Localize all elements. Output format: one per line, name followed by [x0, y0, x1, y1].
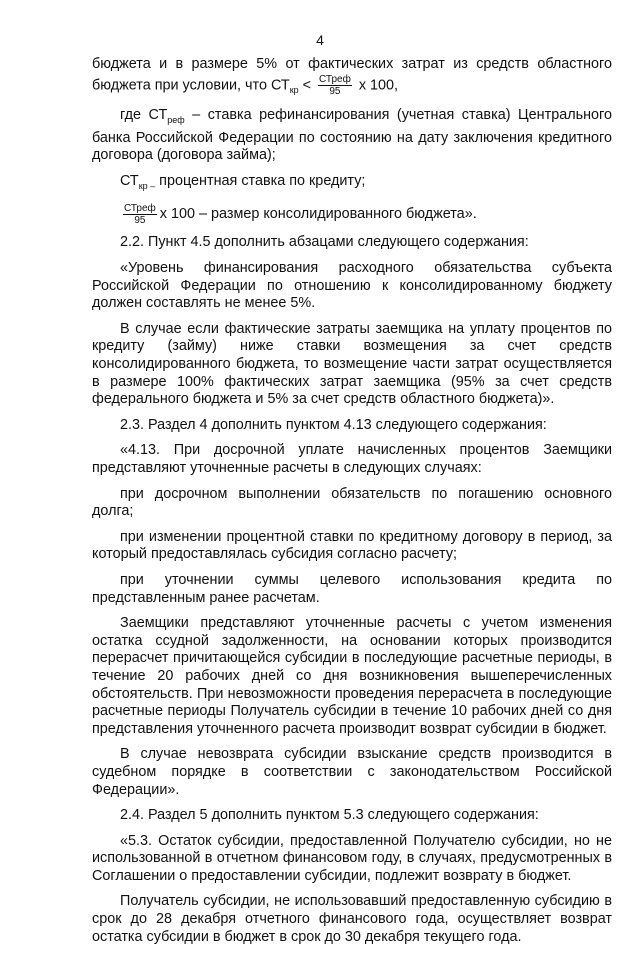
paragraph-non-return: В случае невозврата субсидии взыскание средств производится в судебном порядке в соответствии с законодательством Российской Федерации». [92, 746, 612, 798]
paragraph-budget-formula [120, 203, 612, 226]
ct-ref-text: – ставка рефинансирования (учетная ставка) Центрального банка Российской Федерации по состоянию на дату заключения кредитного договора (договора займа); [92, 107, 612, 164]
paragraph-rate-change: при изменении процентной ставки по кредитному договору в период, за который предоставлялась субсидия согласно расчету; [92, 528, 612, 563]
budget-fraction [123, 203, 157, 226]
paragraph-2-2: 2.2. Пункт 4.5 дополнить абзацами следующего содержания: [120, 234, 529, 251]
paragraph-5-3: «5.3. Остаток субсидии, предоставленной Получателю субсидии, но не использованной в отчетном финансовом году, в случаях, предусмотренных в Соглашении о предоставлении субсидии, подлежит возврату в бюджет. [92, 832, 612, 884]
paragraph-2-3: 2.3. Раздел 4 дополнить пунктом 4.13 следующего содержания: [120, 416, 547, 433]
budget-formula-text: х 100 – размер консолидированного бюджета». [159, 206, 477, 223]
budget-fraction-numerator: СТреф [124, 203, 156, 215]
paragraph-early-repayment: при досрочном выполнении обязательств по погашению основного долга; [92, 485, 612, 520]
paragraph-financing-level: «Уровень финансирования расходного обязательства субъекта Российской Федерации по отношению к консолидированному бюджету должен составлять не менее 5%. [92, 260, 612, 312]
subscript-kr-dash: кр – [138, 180, 156, 191]
paragraph-reimbursement: В случае если фактические затраты заемщика на уплату процентов по кредиту (займу) ниже ставки возмещения за счет средств консолидированного бюджета, то возмещение части затрат осуществляется в размере 100% фактических затрат заемщика (95% за счет средств федерального бюджета и 5% за счет средств областного бюджета)». [92, 320, 612, 408]
budget-fraction-denominator: 95 [134, 215, 146, 227]
paragraph-ct-kr-definition [92, 173, 612, 195]
fraction-numerator: СТреф [319, 73, 351, 85]
formula-fraction [318, 74, 352, 97]
paragraph-ct-ref-definition [92, 107, 612, 165]
document-body [92, 56, 612, 954]
paragraph-recalculation: Заемщики представляют уточненные расчеты с учетом изменения остатка ссудной задолженности, на основании которых производится перерасчет причитающейся субсидии в последующие расчетные периоды, в течение 20 рабочих дней со дня возникновения вышеперечисленных обстоятельств. При невозможности проведения перерасчета в последующие расчетные периоды Получатель субсидии в течение 10 рабочих дней со дня представления уточненного расчета производит возврат субсидии в бюджет. [92, 615, 612, 737]
paragraph-2-4: 2.4. Раздел 5 дополнить пунктом 5.3 следующего содержания: [120, 807, 539, 824]
subscript-ref: реф [167, 115, 185, 126]
fraction-denominator: 95 [329, 85, 341, 97]
ct-kr-label: СТ [120, 173, 139, 190]
page-number: 4 [316, 32, 324, 48]
paragraph-4-13: «4.13. При досрочной уплате начисленных процентов Заемщики представляют уточненные расчеты в следующих случаях: [92, 442, 612, 477]
condition-text: бюджета и в размере 5% от фактических затрат из средств областного бюджета при условии, что СТ [92, 56, 612, 93]
condition-tail: х 100, [354, 76, 399, 93]
ct-label: где СТ [120, 107, 168, 124]
paragraph-target-use: при уточнении суммы целевого использования кредита по представленным ранее расчетам. [92, 571, 612, 606]
ct-kr-text: процентная ставка по кредиту; [155, 173, 366, 190]
paragraph-condition [92, 56, 612, 99]
less-than-sign: < [298, 76, 316, 93]
paragraph-return-deadline: Получатель субсидии, не использовавший предоставленную субсидию в срок до 28 декабря отчетного финансового года, осуществляет возврат остатка субсидии в бюджет в срок до 30 декабря текущего года. [92, 893, 612, 945]
subscript-kr: кр [289, 84, 299, 95]
